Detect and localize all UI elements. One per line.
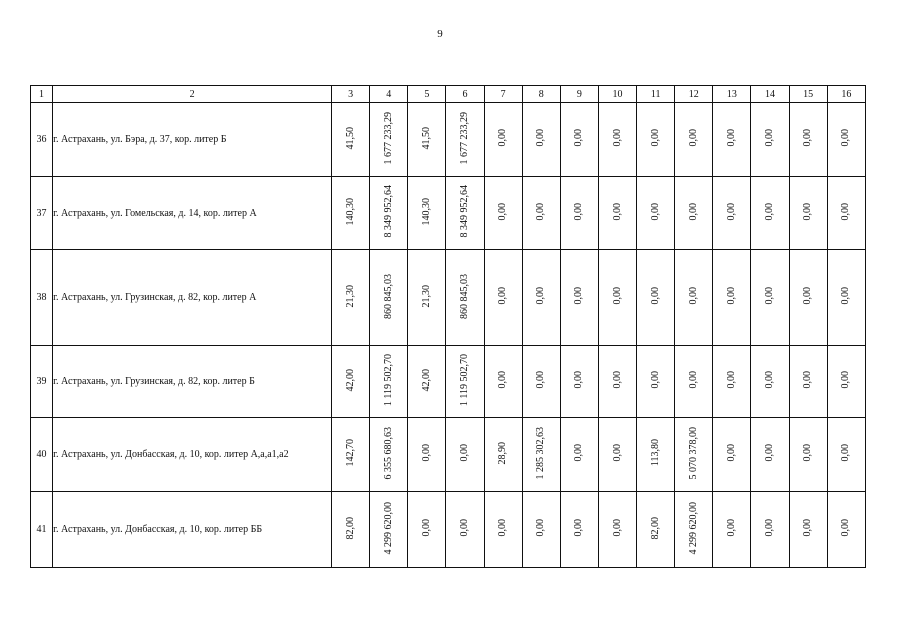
value-text: 0,00 <box>535 519 547 537</box>
value-text: 8 349 952,64 <box>382 185 394 238</box>
data-table <box>30 85 866 568</box>
value-cell-col-15 <box>789 103 827 177</box>
value-cell-col-9 <box>560 492 598 568</box>
page-number: 9 <box>437 28 443 40</box>
value-text: 41,50 <box>344 126 356 150</box>
value-cell-col-6 <box>446 492 484 568</box>
value-text: 0,00 <box>840 202 852 221</box>
value-text: 0,00 <box>802 129 814 147</box>
row-number: 36 <box>31 103 53 177</box>
value-text: 21,30 <box>344 284 356 308</box>
value-cell-col-15 <box>789 492 827 568</box>
value-cell-col-3 <box>332 250 370 346</box>
value-text: 1 119 502,70 <box>382 353 394 407</box>
value-cell-col-8 <box>522 250 560 346</box>
value-text: 0,00 <box>764 371 776 389</box>
value-text: 0,00 <box>459 519 471 537</box>
value-text: 1 285 302,63 <box>535 426 547 480</box>
table-row <box>31 250 866 346</box>
row-address: г. Астрахань, ул. Донбасская, д. 10, кор. литер А,а,а1,а2 <box>53 418 332 492</box>
value-cell-col-6 <box>446 103 484 177</box>
value-cell-col-11 <box>637 250 675 346</box>
value-text: 0,00 <box>649 287 661 305</box>
value-text: 0,00 <box>840 519 852 537</box>
value-text: 140,30 <box>344 197 356 226</box>
value-cell-col-11 <box>637 418 675 492</box>
value-cell-col-7 <box>484 250 522 346</box>
value-cell-col-8 <box>522 103 560 177</box>
column-header-8: 8 <box>522 86 560 103</box>
value-text: 0,00 <box>649 371 661 389</box>
value-cell-col-3 <box>332 346 370 418</box>
value-cell-col-14 <box>751 250 789 346</box>
value-text: 0,00 <box>611 444 623 462</box>
value-text: 0,00 <box>649 202 661 221</box>
value-cell-col-13 <box>713 177 751 250</box>
column-header-10: 10 <box>598 86 636 103</box>
value-text: 0,00 <box>802 444 814 462</box>
value-cell-col-13 <box>713 346 751 418</box>
column-header-14: 14 <box>751 86 789 103</box>
value-cell-col-11 <box>637 346 675 418</box>
value-text: 0,00 <box>687 129 699 147</box>
value-text: 0,00 <box>725 371 737 389</box>
table-row <box>31 418 866 492</box>
value-text: 0,00 <box>611 371 623 389</box>
table-row <box>31 346 866 418</box>
value-text: 0,00 <box>840 287 852 305</box>
value-text: 0,00 <box>535 129 547 147</box>
column-header-15: 15 <box>789 86 827 103</box>
value-cell-col-16 <box>827 177 865 250</box>
value-text: 0,00 <box>764 202 776 221</box>
value-text: 0,00 <box>802 202 814 221</box>
column-header-1: 1 <box>31 86 53 103</box>
value-cell-col-3 <box>332 492 370 568</box>
column-header-2: 2 <box>53 86 332 103</box>
value-text: 0,00 <box>725 444 737 462</box>
value-cell-col-8 <box>522 346 560 418</box>
value-text: 5 070 378,00 <box>687 426 699 480</box>
value-text: 860 845,03 <box>459 273 471 319</box>
value-cell-col-16 <box>827 346 865 418</box>
value-cell-col-15 <box>789 346 827 418</box>
value-text: 0,00 <box>611 519 623 537</box>
value-cell-col-12 <box>675 103 713 177</box>
value-cell-col-10 <box>598 346 636 418</box>
value-cell-col-4 <box>370 250 408 346</box>
column-header-5: 5 <box>408 86 446 103</box>
value-cell-col-6 <box>446 177 484 250</box>
value-text: 0,00 <box>840 129 852 147</box>
value-cell-col-11 <box>637 177 675 250</box>
value-cell-col-13 <box>713 250 751 346</box>
column-header-13: 13 <box>713 86 751 103</box>
value-cell-col-13 <box>713 418 751 492</box>
value-text: 1 677 233,29 <box>382 111 394 165</box>
header-row <box>31 86 866 103</box>
column-header-4: 4 <box>370 86 408 103</box>
value-text: 0,00 <box>497 519 509 537</box>
value-cell-col-3 <box>332 418 370 492</box>
value-cell-col-9 <box>560 346 598 418</box>
value-text: 0,00 <box>687 287 699 305</box>
value-text: 113,80 <box>649 439 661 467</box>
value-cell-col-9 <box>560 177 598 250</box>
value-text: 0,00 <box>497 371 509 389</box>
value-text: 0,00 <box>764 519 776 537</box>
value-cell-col-10 <box>598 103 636 177</box>
value-text: 0,00 <box>573 287 585 305</box>
value-text: 0,00 <box>611 202 623 221</box>
value-text: 1 677 233,29 <box>459 111 471 165</box>
value-cell-col-5 <box>408 250 446 346</box>
value-text: 4 299 620,00 <box>382 501 394 555</box>
row-address: г. Астрахань, ул. Бэра, д. 37, кор. литер Б <box>53 103 332 177</box>
value-text: 0,00 <box>535 202 547 221</box>
value-text: 0,00 <box>611 129 623 147</box>
value-cell-col-5 <box>408 418 446 492</box>
value-text: 0,00 <box>725 519 737 537</box>
value-cell-col-15 <box>789 418 827 492</box>
column-header-6: 6 <box>446 86 484 103</box>
value-cell-col-12 <box>675 177 713 250</box>
value-cell-col-9 <box>560 103 598 177</box>
value-text: 0,00 <box>420 519 432 537</box>
value-cell-col-10 <box>598 250 636 346</box>
value-text: 0,00 <box>573 202 585 221</box>
value-cell-col-10 <box>598 492 636 568</box>
value-text: 0,00 <box>611 287 623 305</box>
value-text: 0,00 <box>573 371 585 389</box>
value-text: 0,00 <box>764 287 776 305</box>
value-text: 860 845,03 <box>382 273 394 319</box>
value-cell-col-14 <box>751 177 789 250</box>
value-cell-col-16 <box>827 492 865 568</box>
value-cell-col-9 <box>560 418 598 492</box>
value-text: 0,00 <box>725 202 737 221</box>
value-text: 82,00 <box>649 516 661 540</box>
column-header-12: 12 <box>675 86 713 103</box>
value-text: 0,00 <box>420 444 432 462</box>
row-number: 41 <box>31 492 53 568</box>
value-cell-col-5 <box>408 346 446 418</box>
value-cell-col-7 <box>484 103 522 177</box>
value-text: 0,00 <box>802 287 814 305</box>
row-address: г. Астрахань, ул. Гомельская, д. 14, кор. литер А <box>53 177 332 250</box>
value-cell-col-12 <box>675 492 713 568</box>
value-text: 0,00 <box>459 444 471 462</box>
value-text: 0,00 <box>687 202 699 221</box>
value-cell-col-11 <box>637 492 675 568</box>
value-text: 8 349 952,64 <box>459 185 471 238</box>
value-text: 0,00 <box>497 202 509 221</box>
value-cell-col-10 <box>598 418 636 492</box>
value-cell-col-7 <box>484 492 522 568</box>
row-number: 40 <box>31 418 53 492</box>
column-header-16: 16 <box>827 86 865 103</box>
value-text: 28,90 <box>497 441 509 465</box>
value-cell-col-4 <box>370 492 408 568</box>
value-cell-col-4 <box>370 177 408 250</box>
value-text: 0,00 <box>573 129 585 147</box>
row-address: г. Астрахань, ул. Грузинская, д. 82, кор. литер Б <box>53 346 332 418</box>
value-cell-col-7 <box>484 346 522 418</box>
value-text: 0,00 <box>802 371 814 389</box>
value-text: 82,00 <box>344 516 356 540</box>
value-cell-col-7 <box>484 418 522 492</box>
value-text: 42,00 <box>420 368 432 392</box>
value-cell-col-11 <box>637 103 675 177</box>
row-number: 37 <box>31 177 53 250</box>
value-cell-col-8 <box>522 177 560 250</box>
value-text: 0,00 <box>535 287 547 305</box>
value-cell-col-10 <box>598 177 636 250</box>
column-header-9: 9 <box>560 86 598 103</box>
value-cell-col-12 <box>675 346 713 418</box>
value-text: 42,00 <box>344 368 356 392</box>
value-cell-col-3 <box>332 177 370 250</box>
table-row <box>31 177 866 250</box>
row-number: 38 <box>31 250 53 346</box>
value-text: 0,00 <box>725 129 737 147</box>
value-text: 0,00 <box>764 129 776 147</box>
value-cell-col-5 <box>408 103 446 177</box>
value-cell-col-6 <box>446 418 484 492</box>
row-address: г. Астрахань, ул. Грузинская, д. 82, кор. литер А <box>53 250 332 346</box>
value-cell-col-5 <box>408 492 446 568</box>
value-cell-col-8 <box>522 492 560 568</box>
column-header-3: 3 <box>332 86 370 103</box>
table-row <box>31 492 866 568</box>
table-row <box>31 103 866 177</box>
value-text: 0,00 <box>649 129 661 147</box>
value-text: 0,00 <box>687 371 699 389</box>
value-cell-col-3 <box>332 103 370 177</box>
value-text: 0,00 <box>840 444 852 462</box>
value-cell-col-6 <box>446 250 484 346</box>
value-cell-col-15 <box>789 250 827 346</box>
value-cell-col-4 <box>370 346 408 418</box>
value-text: 6 355 680,63 <box>382 426 394 480</box>
value-text: 1 119 502,70 <box>459 353 471 407</box>
value-cell-col-5 <box>408 177 446 250</box>
value-cell-col-4 <box>370 418 408 492</box>
value-text: 0,00 <box>497 287 509 305</box>
value-cell-col-13 <box>713 103 751 177</box>
value-text: 21,30 <box>420 284 432 308</box>
value-text: 41,50 <box>420 126 432 150</box>
row-number: 39 <box>31 346 53 418</box>
value-text: 4 299 620,00 <box>687 501 699 555</box>
value-cell-col-6 <box>446 346 484 418</box>
value-cell-col-14 <box>751 492 789 568</box>
value-cell-col-14 <box>751 103 789 177</box>
value-text: 0,00 <box>497 129 509 147</box>
value-cell-col-4 <box>370 103 408 177</box>
column-header-7: 7 <box>484 86 522 103</box>
value-cell-col-8 <box>522 418 560 492</box>
value-text: 0,00 <box>573 519 585 537</box>
value-cell-col-16 <box>827 250 865 346</box>
value-cell-col-16 <box>827 418 865 492</box>
value-text: 0,00 <box>535 371 547 389</box>
value-cell-col-15 <box>789 177 827 250</box>
value-text: 0,00 <box>725 287 737 305</box>
value-text: 0,00 <box>764 444 776 462</box>
value-cell-col-12 <box>675 250 713 346</box>
value-cell-col-12 <box>675 418 713 492</box>
value-text: 0,00 <box>802 519 814 537</box>
value-cell-col-16 <box>827 103 865 177</box>
value-cell-col-7 <box>484 177 522 250</box>
value-cell-col-14 <box>751 418 789 492</box>
value-cell-col-13 <box>713 492 751 568</box>
column-header-11: 11 <box>637 86 675 103</box>
value-text: 142,70 <box>344 439 356 467</box>
value-cell-col-9 <box>560 250 598 346</box>
value-cell-col-14 <box>751 346 789 418</box>
value-text: 0,00 <box>840 371 852 389</box>
value-text: 0,00 <box>573 444 585 462</box>
row-address: г. Астрахань, ул. Донбасская, д. 10, кор. литер ББ <box>53 492 332 568</box>
value-text: 140,30 <box>420 197 432 226</box>
